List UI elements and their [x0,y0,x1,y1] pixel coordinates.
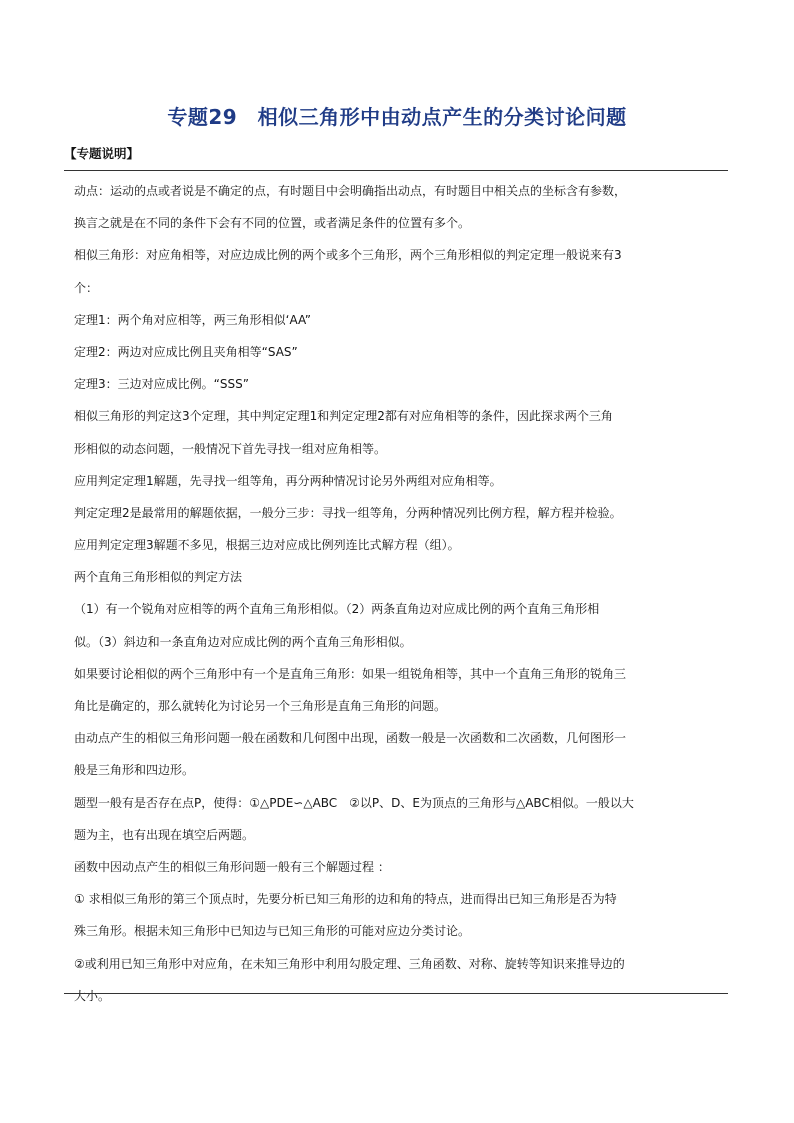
text-line: 应用判定定理3解题不多见，根据三边对应成比例列连比式解方程（组）。 [74,538,460,553]
text-line: 形相似的动态问题，一般情况下首先寻找一组对应角相等。 [74,441,387,456]
text-line: 个： [74,280,99,295]
text-line: 相似三角形的判定这3个定理，其中判定定理1和判定定理2都有对应角相等的条件，因此探求两个三角 [74,409,613,424]
text-line: 定理1：两个角对应相等，两三角形相似‘AA” [74,312,311,327]
text-line: 换言之就是在不同的条件下会有不同的位置，或者满足条件的位置有多个。 [74,216,471,231]
text-line: 由动点产生的相似三角形问题一般在函数和几何图中出现，函数一般是一次函数和二次函数，几何图形一 [74,731,627,746]
text-line: 般是三角形和四边形。 [74,763,195,778]
text-line: 两个直角三角形相似的判定方法 [74,570,243,585]
text-line: 动点：运动的点或者说是不确定的点，有时题目中会明确指出动点，有时题目中相关点的坐标含有参数， [74,184,627,198]
text-line: 似。（3）斜边和一条直角边对应成比例的两个直角三角形相似。 [74,634,412,649]
page-title: 专题29 相似三角形中由动点产生的分类讨论问题 [167,105,627,129]
text-line: 判定定理2是最常用的解题依据，一般分三步：寻找一组等角，分两种情况列比例方程，解方程并检验。 [74,505,622,520]
text-line: 题型一般有是否存在点P，使得：①△PDE∽△ABC ②以P、D、E为顶点的三角形与△ABC相似。一般以大 [74,795,634,810]
text-line: 定理2：两边对应成比例且夹角相等“SAS” [74,344,298,359]
body-text [74,175,722,1012]
text-line: （1）有一个锐角对应相等的两个直角三角形相似。（2）两条直角边对应成比例的两个直角三角形相 [74,602,600,617]
text-line: ① 求相似三角形的第三个顶点时，先要分析已知三角形的边和角的特点，进而得出已知三角形是否为特 [74,892,617,907]
bottom-divider [64,993,728,994]
text-line: 角比是确定的，那么就转化为讨论另一个三角形是直角三角形的问题。 [74,699,447,713]
section-label: 【专题说明】 [64,146,140,161]
text-line: 应用判定定理1解题，先寻找一组等角，再分两种情况讨论另外两组对应角相等。 [74,473,502,488]
text-line: 相似三角形：对应角相等，对应边成比例的两个或多个三角形，两个三角形相似的判定定理一般说来有3 [74,248,622,263]
text-line: 函数中因动点产生的相似三角形问题一般有三个解题过程 ： [74,859,390,874]
text-line: ②或利用已知三角形中对应角，在未知三角形中利用勾股定理、三角函数、对称、旋转等知识来推导边的 [74,956,625,971]
text-line: 定理3：三边对应成比例。“SSS” [74,377,249,392]
top-divider [64,170,728,171]
text-line: 大小。 [74,988,111,1003]
text-line: 殊三角形。根据未知三角形中已知边与已知三角形的可能对应边分类讨论。 [74,924,471,939]
text-line: 题为主，也有出现在填空后两题。 [74,827,255,842]
text-line: 如果要讨论相似的两个三角形中有一个是直角三角形：如果一组锐角相等，其中一个直角三角形的锐角三 [74,666,627,681]
